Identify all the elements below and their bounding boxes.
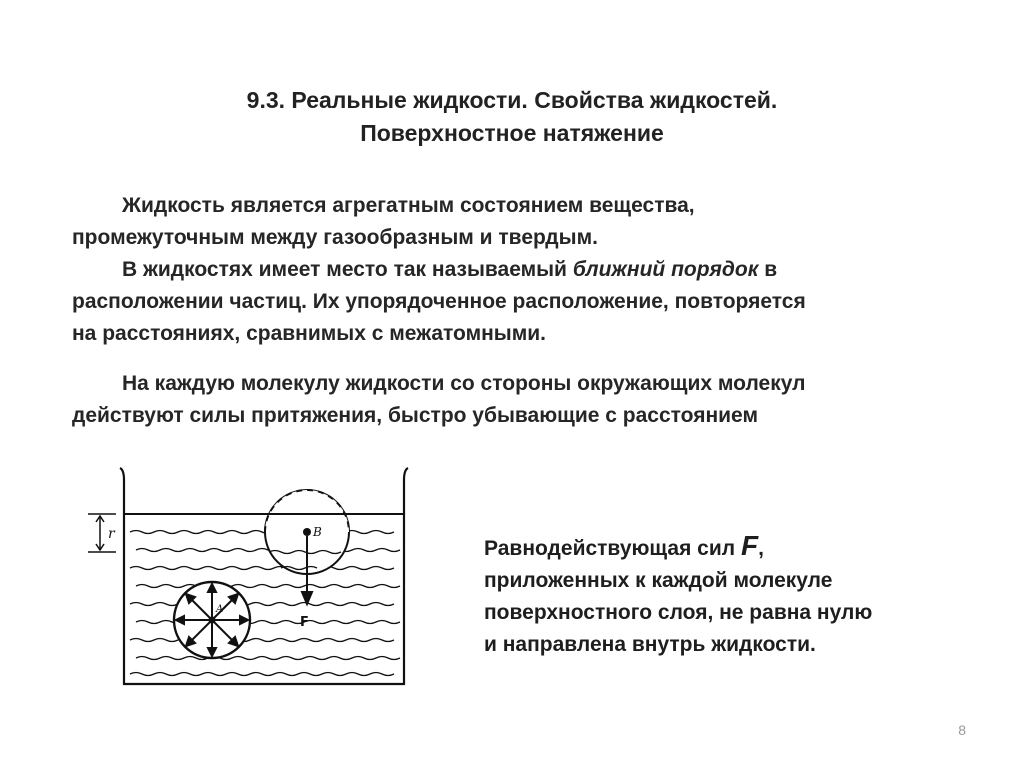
definition-paragraph — [72, 190, 992, 350]
forces-paragraph — [72, 368, 992, 432]
force-f-label: F — [300, 615, 309, 630]
result-line-2: приложенных к каждой молекуле — [484, 569, 833, 592]
result-line-3: поверхностного слоя, не равна нулю — [484, 601, 873, 624]
resultant-force-text — [484, 530, 984, 661]
definition-line-3-end: в — [758, 258, 778, 281]
result-line-1 — [484, 530, 984, 565]
definition-line-2: промежуточным между газообразным и твердым. — [72, 226, 598, 249]
definition-line-1: Жидкость является агрегатным состоянием вещества, — [122, 194, 695, 217]
result-line-1-text: Равнодействующая сил — [484, 537, 741, 560]
result-line-1-comma: , — [758, 537, 764, 560]
slide-title — [0, 84, 1024, 150]
title-line-1: 9.3. Реальные жидкости. Свойства жидкостей. — [246, 87, 778, 113]
radius-label: r — [108, 526, 115, 542]
surface-layer-diagram — [86, 462, 416, 702]
liquid-hatching — [130, 531, 400, 676]
forces-line-2: действуют силы притяжения, быстро убывающие с расстоянием — [72, 404, 758, 427]
title-line-2: Поверхностное натяжение — [360, 120, 664, 146]
definition-line-5: на расстояниях, сравнимых с межатомными. — [72, 322, 547, 345]
vessel-diagram-svg — [86, 462, 416, 697]
short-range-order-term: ближний порядок — [572, 258, 759, 281]
molecule-b-label: B — [313, 525, 322, 539]
vessel-outline — [120, 468, 408, 684]
result-line-4: и направлена внутрь жидкости. — [484, 633, 816, 656]
definition-line-3 — [72, 254, 992, 286]
definition-line-4: расположении частиц. Их упорядоченное расположение, повторяется — [72, 290, 806, 313]
molecule-b-dot — [303, 528, 311, 536]
sphere-upper-dashed — [265, 490, 349, 532]
definition-line-3-start: В жидкостях имеет место так называемый — [122, 258, 573, 281]
force-symbol-f: F — [740, 530, 759, 561]
forces-line-1: На каждую молекулу жидкости со стороны окружающих молекул — [122, 372, 806, 395]
page-number: 8 — [958, 722, 966, 738]
molecule-a-label: A — [216, 604, 224, 615]
